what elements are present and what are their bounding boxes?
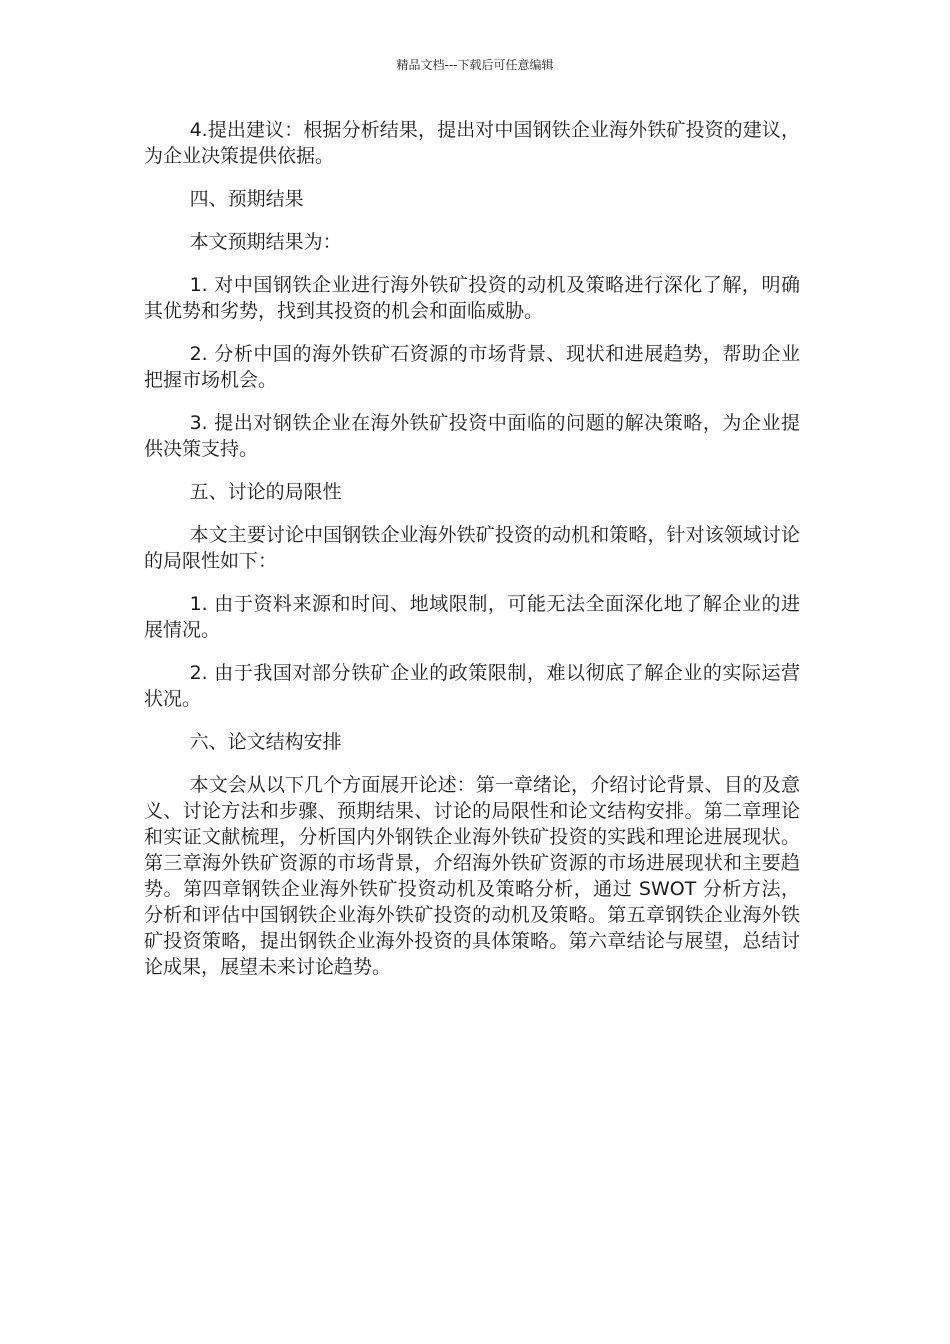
paragraph-expected-2: 2. 分析中国的海外铁矿石资源的市场背景、现状和进展趋势，帮助企业把握市场机会。	[144, 343, 800, 391]
paragraph-expected-1: 1. 对中国钢铁企业进行海外铁矿投资的动机及策略进行深化了解，明确其优势和劣势，找到其投资的机会和面临威胁。	[144, 274, 800, 322]
section-heading-expected-results: 四、预期结果	[189, 188, 304, 210]
paragraph-structure: 本文会从以下几个方面展开论述：第一章绪论，介绍讨论背景、目的及意义、讨论方法和步骤、预期结果、讨论的局限性和论文结构安排。第二章理论和实证文献梳理，分析国内外钢铁企业海外铁矿投资的实践和理论进展现状。第三章海外铁矿资源的市场背景，介绍海外铁矿资源的市场进展现状和主要趋势。第四章钢铁企业海外铁矿投资动机及策略分析，通过 SWOT 分析方法，分析和评估中国钢铁企业海外铁矿投资的动机及策略。第五章钢铁企业海外铁矿投资策略，提出钢铁企业海外投资的具体策略。第六章结论与展望，总结讨论成果，展望未来讨论趋势。	[144, 774, 800, 978]
section-heading-structure: 六、论文结构安排	[189, 731, 342, 753]
paragraph-limitations-intro: 本文主要讨论中国钢铁企业海外铁矿投资的动机和策略，针对该领域讨论的局限性如下：	[144, 524, 800, 572]
section-heading-limitations: 五、讨论的局限性	[189, 481, 342, 503]
paragraph-recommendation: 4.提出建议：根据分析结果，提出对中国钢铁企业海外铁矿投资的建议，为企业决策提供依据。	[144, 119, 800, 167]
document-body	[144, 117, 800, 997]
paragraph-limitation-2: 2. 由于我国对部分铁矿企业的政策限制，难以彻底了解企业的实际运营状况。	[144, 662, 800, 710]
page-header: 精品文档---下载后可任意编辑	[396, 58, 554, 72]
paragraph-expected-intro: 本文预期结果为：	[189, 231, 342, 253]
paragraph-expected-3: 3. 提出对钢铁企业在海外铁矿投资中面临的问题的解决策略，为企业提供决策支持。	[144, 412, 800, 460]
paragraph-limitation-1: 1. 由于资料来源和时间、地域限制，可能无法全面深化地了解企业的进展情况。	[144, 593, 800, 641]
